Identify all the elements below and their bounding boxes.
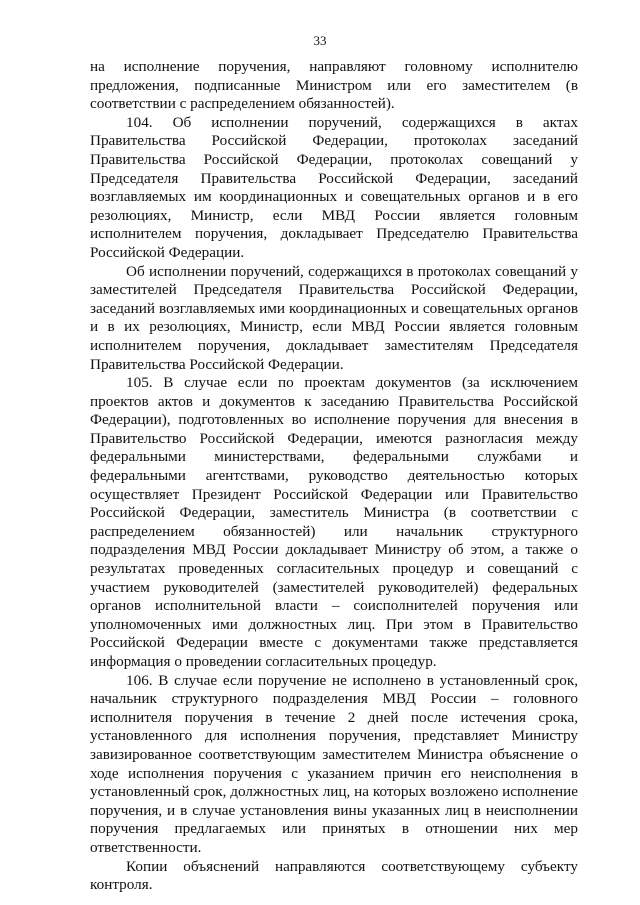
paragraph: 106. В случае если поручение не исполнено в установленный срок, начальник структурного подразделения МВД России – головного исполнителя поручения в течение 2 дней после истечения срока, установленного для исполнения поручения, представляет Министру завизированное соответствующим заместителем Министра объяснение о ходе исполнения поручения с указанием причин его неисполнения в установленный срок, должностных лиц, на которых возложено исполнение поручения, и в случае установления вины указанных лиц в неисполнении поручения предлагаемых или принятых в отношении них мер ответственности. <box>90 671 578 856</box>
page-number: 33 <box>313 33 327 48</box>
paragraph: 104. Об исполнении поручений, содержащихся в актах Правительства Российской Федерации, протоколах заседаний Правительства Российской Федерации, протоколах совещаний у Председателя Правительства Российской Федерации, заседаний возглавляемых им координационных и совещательных органов и в его резолюциях, Министр, если МВД России является головным исполнителем поручения, докладывает Председателю Правительства Российской Федерации. <box>90 113 578 261</box>
paragraph: Копии объяснений направляются соответствующему субъекту контроля. <box>90 857 578 894</box>
paragraph: Об исполнении поручений, содержащихся в протоколах совещаний у заместителей Председателя Правительства Российской Федерации, заседаний возглавляемых ими координационных и совещательных органов и в их резолюциях, Министр, если МВД России является головным исполнителем поручения, докладывает заместителям Председателя Правительства Российской Федерации. <box>90 262 578 373</box>
paragraph: 105. В случае если по проектам документов (за исключением проектов актов и документов к заседанию Правительства Российской Федерации), подготовленных во исполнение поручения для внесения в Правительство Российской Федерации, имеются разногласия между федеральными министерствами, федеральными службами и федеральными агентствами, руководство деятельностью которых осуществляет Президент Российской Федерации или Правительство Российской Федерации, заместитель Министра (в соответствии с распределением обязанностей) или начальник структурного подразделения МВД России докладывает Министру об этом, а также о результатах проведенных согласительных процедур и совещаний с участием руководителей (заместителей руководителей) федеральных органов исполнительной власти – соисполнителей поручения или уполномоченных ими должностных лиц. При этом в Правительство Российской Федерации вместе с документами также представляется информация о проведении согласительных процедур. <box>90 374 578 670</box>
document-body <box>90 58 578 895</box>
paragraph: на исполнение поручения, направляют головному исполнителю предложения, подписанные Министром или его заместителем (в соответствии с распределением обязанностей). <box>90 58 578 113</box>
